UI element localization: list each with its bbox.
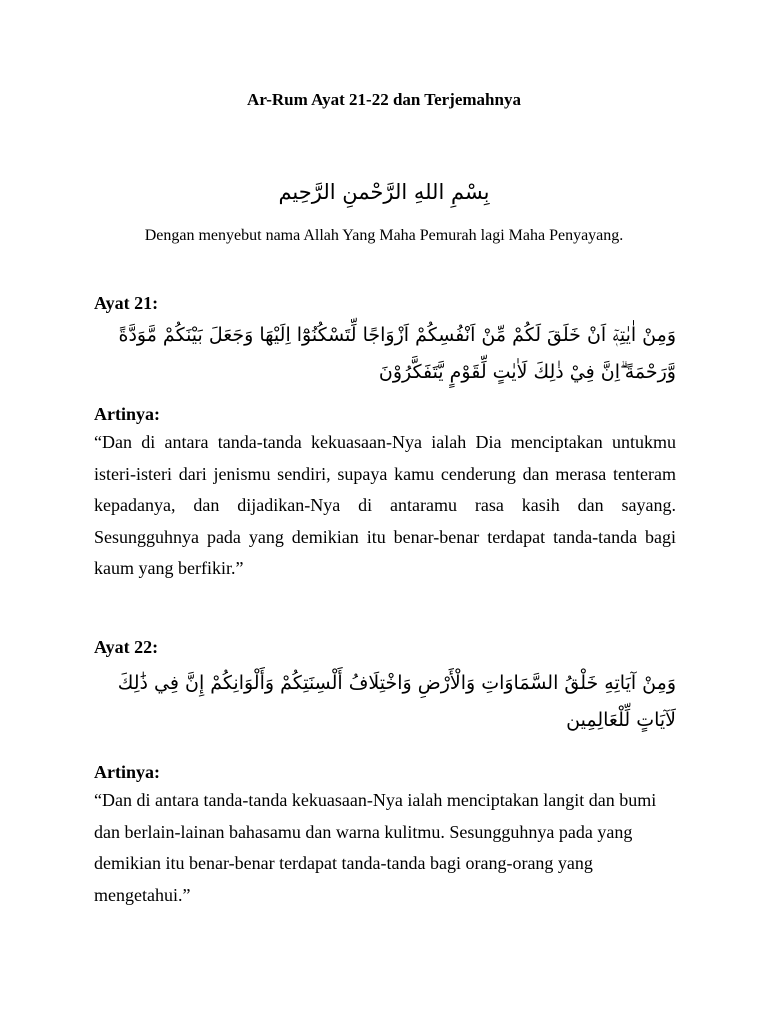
ayat-21-translation: “Dan di antara tanda-tanda kekuasaan-Nya ialah Dia menciptakan untukmu isteri-isteri dari jenismu sendiri, supaya kamu cenderung dan merasa tenteram kepadanya, dan dijadikan-Nya di antaramu rasa kasih dan sayang. Sesungguhnya pada yang demikian itu benar-benar terdapat tanda-tanda bagi kaum yang berfikir.” — [94, 432, 676, 578]
ayat-21-arabic: وَمِنْ اٰيٰتِهٖٓ اَنْ خَلَقَ لَكُمْ مِّنْ اَنْفُسِكُمْ اَزْوَاجًا لِّتَسْكُنُوْٓا اِلَيْهَا وَجَعَلَ بَيْنَكُمْ مَّوَدَّةً وَّرَحْمَةً ۗاِنَّ فِيْ ذٰلِكَ لَاٰيٰتٍ لِّقَوْمٍ يَّتَفَكَّرُوْنَ — [118, 324, 676, 383]
ayat-21-translation-heading: Artinya: — [94, 404, 160, 424]
ayat-22-arabic: وَمِنْ آيَاتِهِ خَلْقُ السَّمَاوَاتِ وَالْأَرْضِ وَاخْتِلَافُ أَلْسِنَتِكُمْ وَأَلْوَانِكُمْ إِنَّ فِي ذَٰلِكَ لَآيَاتٍ لِّلْعَالِمِين — [117, 672, 676, 731]
ayat-22-translation: “Dan di antara tanda-tanda kekuasaan-Nya ialah menciptakan langit dan bumi dan berlain-lainan bahasamu dan warna kulitmu. Sesungguhnya pada yang demikian itu benar-benar terdapat tanda-tanda bagi orang-orang yang mengetahui.” — [94, 790, 657, 905]
ayat-21-heading: Ayat 21: — [94, 293, 159, 313]
basmalah-arabic: بِسْمِ اللهِ الرَّحْمنِ الرَّحِيم — [278, 180, 490, 204]
basmalah-translation: Dengan menyebut nama Allah Yang Maha Pemurah lagi Maha Penyayang. — [144, 227, 624, 244]
document-title: Ar-Rum Ayat 21-22 dan Terjemahnya — [247, 90, 521, 109]
ayat-22-translation-heading: Artinya: — [94, 762, 160, 782]
ayat-22-heading: Ayat 22: — [94, 637, 159, 657]
